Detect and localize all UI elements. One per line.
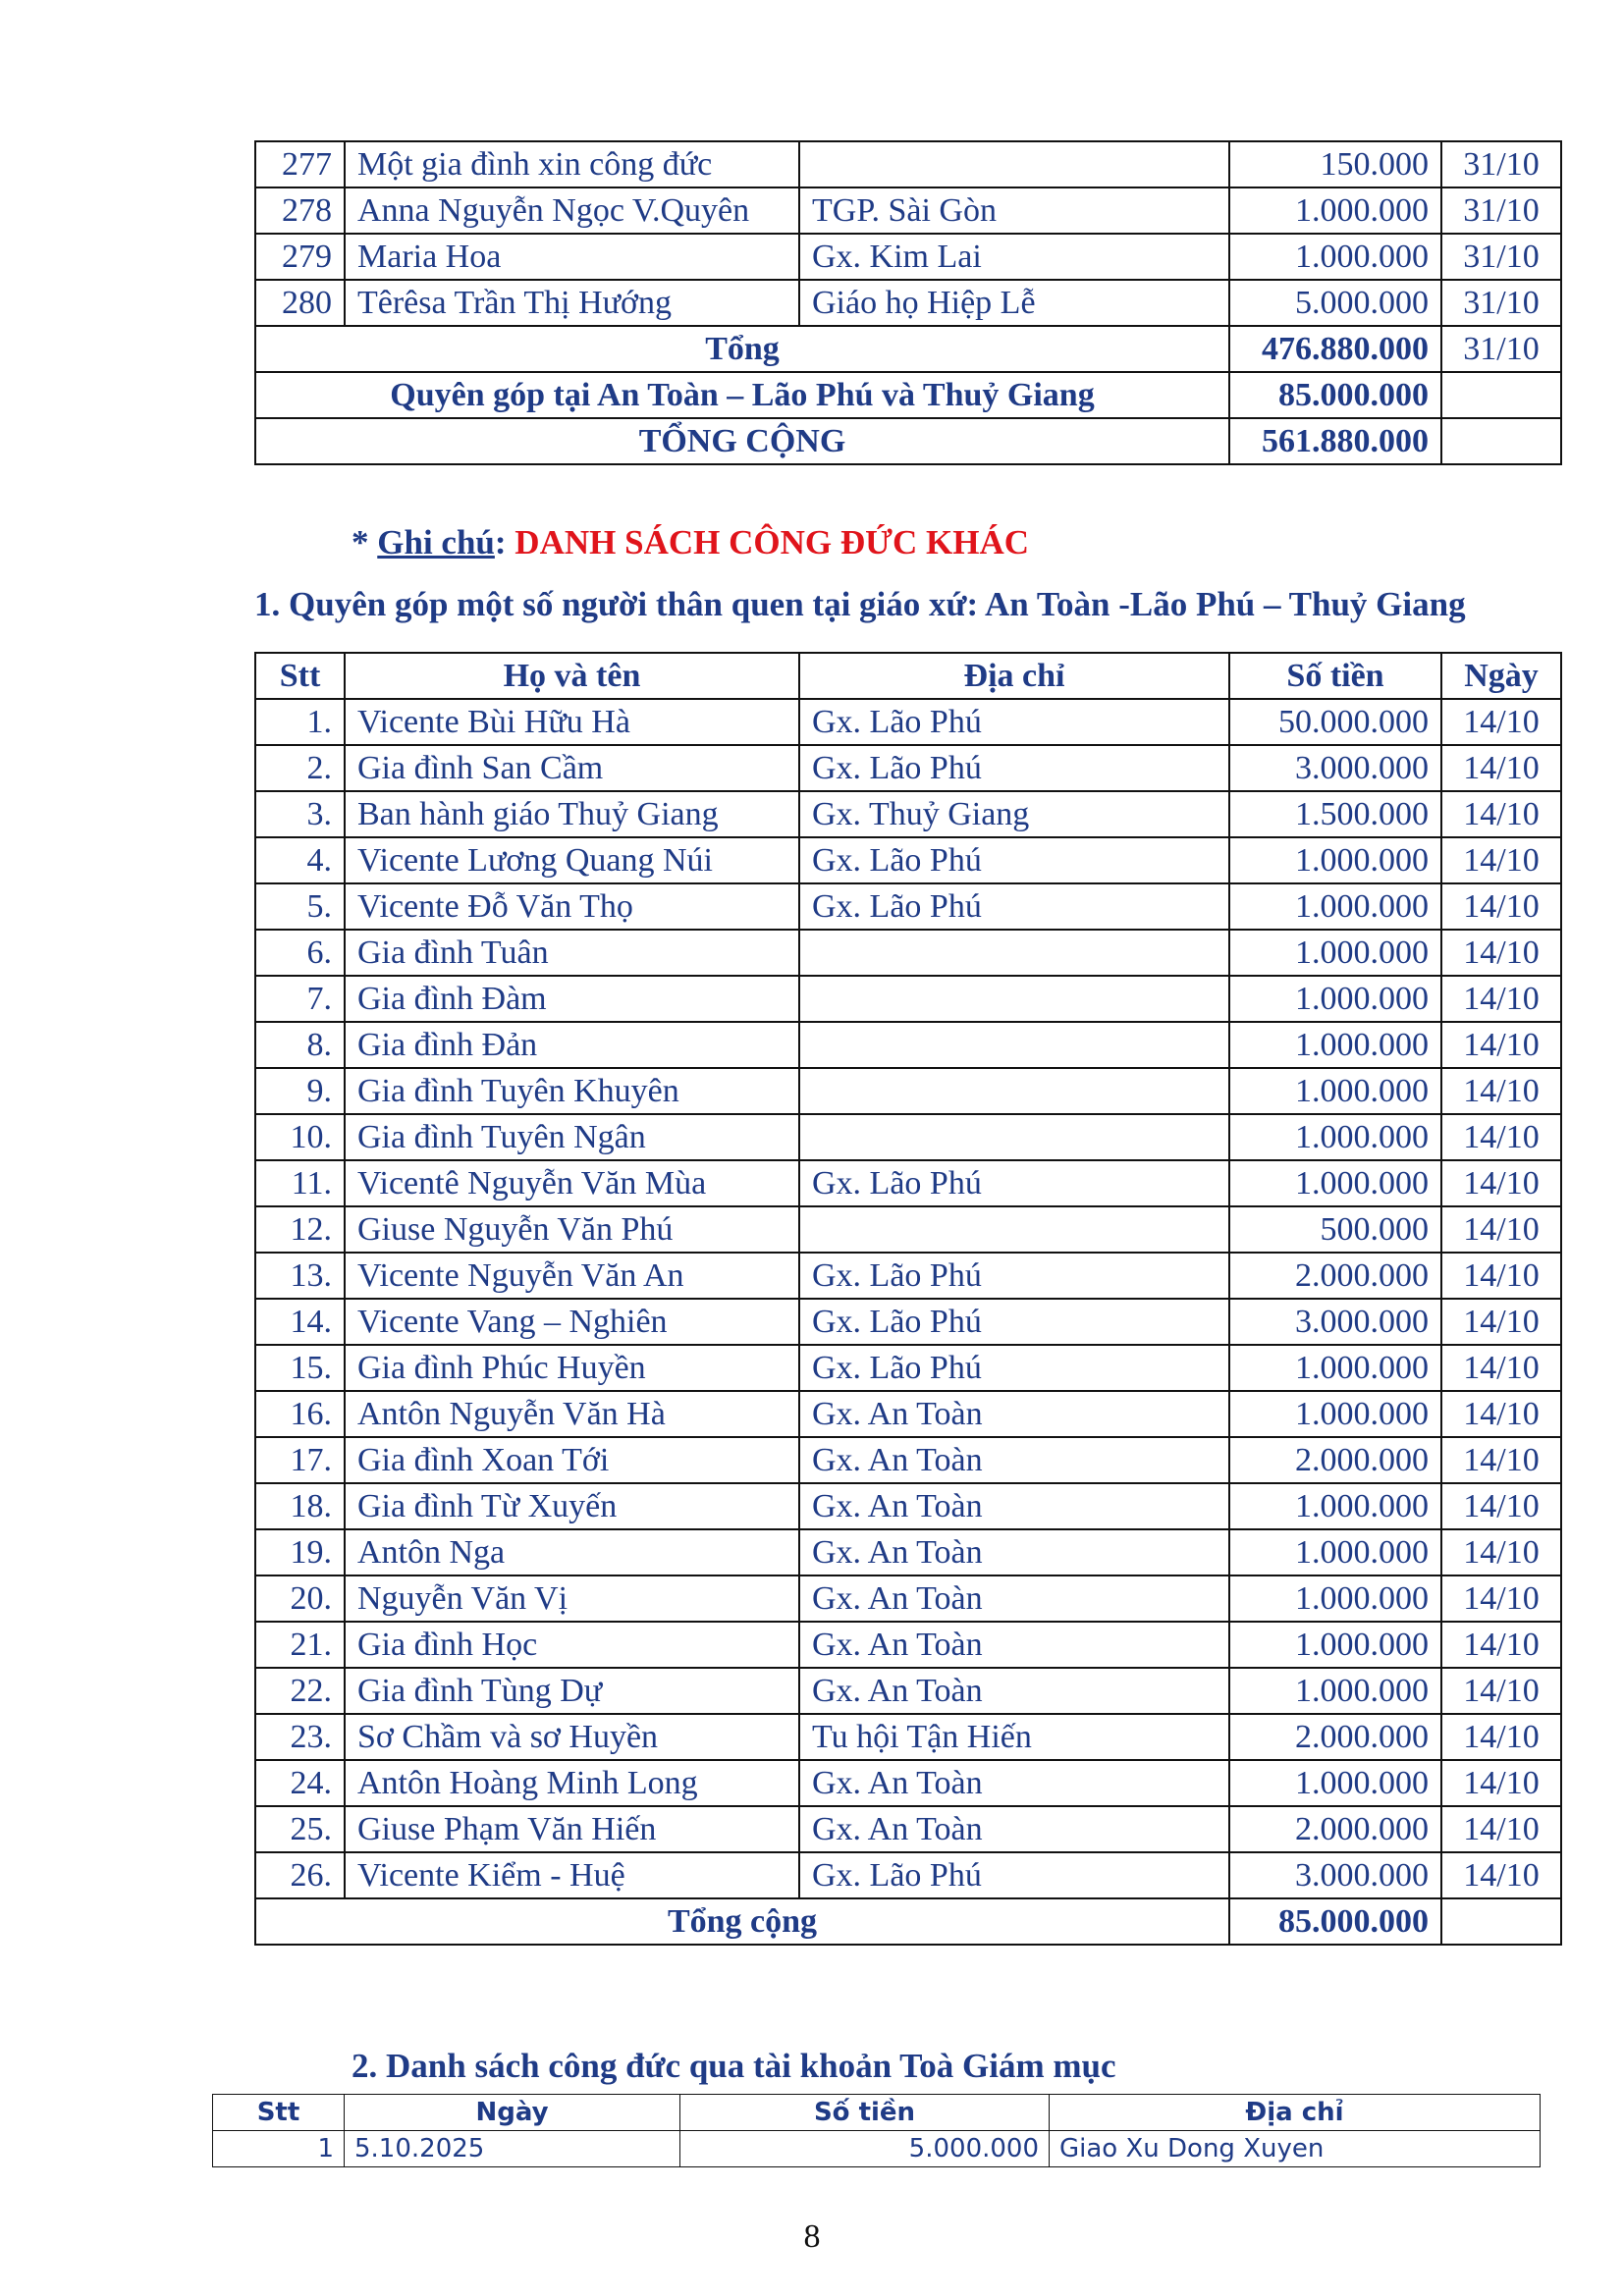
row-date: 31/10 bbox=[1441, 187, 1561, 234]
row-name: Ban hành giáo Thuỷ Giang bbox=[345, 791, 799, 837]
row-address bbox=[799, 1114, 1229, 1160]
row-amount: 2.000.000 bbox=[1229, 1437, 1441, 1483]
row-date: 14/10 bbox=[1441, 1391, 1561, 1437]
row-date: 14/10 bbox=[1441, 699, 1561, 745]
row-address: Gx. An Toàn bbox=[799, 1437, 1229, 1483]
row-amount: 1.000.000 bbox=[1229, 234, 1441, 280]
grand-total-date-empty bbox=[1441, 418, 1561, 464]
table-row bbox=[255, 1529, 1561, 1575]
row-amount: 1.000.000 bbox=[1229, 1575, 1441, 1622]
donation-label: Quyên góp tại An Toàn – Lão Phú và Thuỷ Giang bbox=[255, 372, 1229, 418]
row-name: Gia đình San Cầm bbox=[345, 745, 799, 791]
row-date: 31/10 bbox=[1441, 141, 1561, 187]
row-date: 14/10 bbox=[1441, 1760, 1561, 1806]
section1-total-label: Tổng cộng bbox=[255, 1898, 1229, 1945]
row-amount: 3.000.000 bbox=[1229, 1299, 1441, 1345]
section1-total-row bbox=[255, 1898, 1561, 1945]
row-address: Gx. Lão Phú bbox=[799, 699, 1229, 745]
row-amount: 1.000.000 bbox=[1229, 1622, 1441, 1668]
row-amount: 1.000.000 bbox=[1229, 837, 1441, 883]
header-amount: Số tiền bbox=[680, 2095, 1050, 2131]
row-name: Giuse Phạm Văn Hiến bbox=[345, 1806, 799, 1852]
row-address: Gx. Lão Phú bbox=[799, 1299, 1229, 1345]
row-amount: 2.000.000 bbox=[1229, 1253, 1441, 1299]
total-label: Tổng bbox=[255, 326, 1229, 372]
row-stt: 14. bbox=[255, 1299, 345, 1345]
row-name: Têrêsa Trần Thị Hướng bbox=[345, 280, 799, 326]
row-address: Gx. Lão Phú bbox=[799, 1253, 1229, 1299]
row-name: Vicentê Nguyễn Văn Mùa bbox=[345, 1160, 799, 1206]
row-date: 14/10 bbox=[1441, 837, 1561, 883]
row-amount: 1.500.000 bbox=[1229, 791, 1441, 837]
row-date: 5.10.2025 bbox=[345, 2131, 680, 2167]
total-row bbox=[255, 326, 1561, 372]
row-stt: 15. bbox=[255, 1345, 345, 1391]
table-row bbox=[255, 930, 1561, 976]
row-stt: 9. bbox=[255, 1068, 345, 1114]
table-row bbox=[255, 1391, 1561, 1437]
row-date: 14/10 bbox=[1441, 1437, 1561, 1483]
row-date: 14/10 bbox=[1441, 976, 1561, 1022]
row-address: Giao Xu Dong Xuyen bbox=[1050, 2131, 1541, 2167]
row-amount: 1.000.000 bbox=[1229, 1391, 1441, 1437]
row-date: 14/10 bbox=[1441, 1852, 1561, 1898]
table-row bbox=[255, 1806, 1561, 1852]
table-row bbox=[255, 1345, 1561, 1391]
header-address: Địa chỉ bbox=[1050, 2095, 1541, 2131]
row-address: Gx. Lão Phú bbox=[799, 1160, 1229, 1206]
row-amount: 1.000.000 bbox=[1229, 1022, 1441, 1068]
header-stt: Stt bbox=[213, 2095, 345, 2131]
row-name: Vicente Lương Quang Núi bbox=[345, 837, 799, 883]
row-name: Vicente Kiểm - Huệ bbox=[345, 1852, 799, 1898]
row-stt: 280 bbox=[255, 280, 345, 326]
row-name: Gia đình Đàm bbox=[345, 976, 799, 1022]
row-stt: 6. bbox=[255, 930, 345, 976]
row-address: Gx. Thuỷ Giang bbox=[799, 791, 1229, 837]
row-address: Tu hội Tận Hiến bbox=[799, 1714, 1229, 1760]
row-address: Gx. An Toàn bbox=[799, 1391, 1229, 1437]
row-date: 14/10 bbox=[1441, 1299, 1561, 1345]
row-name: Gia đình Đản bbox=[345, 1022, 799, 1068]
row-amount: 1.000.000 bbox=[1229, 1160, 1441, 1206]
row-address: Gx. Lão Phú bbox=[799, 1345, 1229, 1391]
row-stt: 2. bbox=[255, 745, 345, 791]
row-address: TGP. Sài Gòn bbox=[799, 187, 1229, 234]
section1-header-row bbox=[255, 653, 1561, 699]
row-address: Gx. An Toàn bbox=[799, 1760, 1229, 1806]
table-row bbox=[255, 883, 1561, 930]
table-row bbox=[255, 837, 1561, 883]
section1-table bbox=[254, 652, 1562, 1946]
table-row bbox=[255, 1760, 1561, 1806]
section1-total-date-empty bbox=[1441, 1898, 1561, 1945]
row-amount: 1.000.000 bbox=[1229, 1114, 1441, 1160]
row-address: Giáo họ Hiệp Lễ bbox=[799, 280, 1229, 326]
section1-total-amount: 85.000.000 bbox=[1229, 1898, 1441, 1945]
row-stt: 4. bbox=[255, 837, 345, 883]
row-stt: 1 bbox=[213, 2131, 345, 2167]
row-name: Gia đình Xoan Tới bbox=[345, 1437, 799, 1483]
row-stt: 11. bbox=[255, 1160, 345, 1206]
section2-title: 2. Danh sách công đức qua tài khoản Toà Giám mục bbox=[352, 2047, 1116, 2085]
donation-table-continued-body bbox=[255, 141, 1561, 326]
row-date: 14/10 bbox=[1441, 1345, 1561, 1391]
row-stt: 18. bbox=[255, 1483, 345, 1529]
row-address bbox=[799, 1068, 1229, 1114]
table-row bbox=[255, 234, 1561, 280]
row-name: Vicente Nguyễn Văn An bbox=[345, 1253, 799, 1299]
row-amount: 2.000.000 bbox=[1229, 1714, 1441, 1760]
row-date: 14/10 bbox=[1441, 883, 1561, 930]
row-address: Gx. An Toàn bbox=[799, 1622, 1229, 1668]
row-name: Gia đình Tuân bbox=[345, 930, 799, 976]
table-row bbox=[255, 699, 1561, 745]
row-amount: 1.000.000 bbox=[1229, 187, 1441, 234]
row-address: Gx. An Toàn bbox=[799, 1806, 1229, 1852]
row-amount: 500.000 bbox=[1229, 1206, 1441, 1253]
row-amount: 5.000.000 bbox=[1229, 280, 1441, 326]
row-date: 14/10 bbox=[1441, 1714, 1561, 1760]
row-date: 14/10 bbox=[1441, 1114, 1561, 1160]
row-stt: 22. bbox=[255, 1668, 345, 1714]
row-address: Gx. Lão Phú bbox=[799, 883, 1229, 930]
table-row bbox=[255, 791, 1561, 837]
row-address bbox=[799, 141, 1229, 187]
row-stt: 3. bbox=[255, 791, 345, 837]
header-address: Địa chỉ bbox=[799, 653, 1229, 699]
table-row bbox=[255, 187, 1561, 234]
row-stt: 7. bbox=[255, 976, 345, 1022]
row-date: 31/10 bbox=[1441, 280, 1561, 326]
row-stt: 279 bbox=[255, 234, 345, 280]
row-amount: 1.000.000 bbox=[1229, 883, 1441, 930]
table-row bbox=[255, 1022, 1561, 1068]
table-row bbox=[255, 1622, 1561, 1668]
grand-total-label: TỔNG CỘNG bbox=[255, 418, 1229, 464]
row-date: 14/10 bbox=[1441, 1206, 1561, 1253]
table-row bbox=[255, 745, 1561, 791]
row-amount: 1.000.000 bbox=[1229, 1760, 1441, 1806]
row-amount: 1.000.000 bbox=[1229, 1345, 1441, 1391]
header-amount: Số tiền bbox=[1229, 653, 1441, 699]
row-amount: 150.000 bbox=[1229, 141, 1441, 187]
note-title: DANH SÁCH CÔNG ĐỨC KHÁC bbox=[514, 523, 1029, 561]
row-name: Antôn Nguyễn Văn Hà bbox=[345, 1391, 799, 1437]
row-stt: 24. bbox=[255, 1760, 345, 1806]
row-amount: 1.000.000 bbox=[1229, 1529, 1441, 1575]
grand-total-amount: 561.880.000 bbox=[1229, 418, 1441, 464]
section1-table-body bbox=[255, 699, 1561, 1898]
row-date: 14/10 bbox=[1441, 1529, 1561, 1575]
row-date: 14/10 bbox=[1441, 1068, 1561, 1114]
row-stt: 10. bbox=[255, 1114, 345, 1160]
row-address bbox=[799, 1022, 1229, 1068]
row-amount: 50.000.000 bbox=[1229, 699, 1441, 745]
table-row bbox=[255, 1575, 1561, 1622]
row-amount: 1.000.000 bbox=[1229, 976, 1441, 1022]
donation-table-totals bbox=[255, 326, 1561, 464]
note-label: Ghi chú bbox=[377, 523, 495, 561]
row-stt: 25. bbox=[255, 1806, 345, 1852]
row-address: Gx. Lão Phú bbox=[799, 837, 1229, 883]
row-address bbox=[799, 930, 1229, 976]
row-amount: 5.000.000 bbox=[680, 2131, 1050, 2167]
table-row bbox=[255, 141, 1561, 187]
donation-date-empty bbox=[1441, 372, 1561, 418]
donation-row bbox=[255, 372, 1561, 418]
row-amount: 1.000.000 bbox=[1229, 930, 1441, 976]
note-prefix: * bbox=[352, 523, 378, 561]
row-amount: 1.000.000 bbox=[1229, 1668, 1441, 1714]
grand-total-row bbox=[255, 418, 1561, 464]
header-date: Ngày bbox=[1441, 653, 1561, 699]
row-name: Vicente Vang – Nghiên bbox=[345, 1299, 799, 1345]
row-stt: 21. bbox=[255, 1622, 345, 1668]
total-date: 31/10 bbox=[1441, 326, 1561, 372]
donation-table-continued bbox=[254, 140, 1562, 465]
row-name: Anna Nguyễn Ngọc V.Quyên bbox=[345, 187, 799, 234]
page-number: 8 bbox=[803, 2218, 821, 2255]
row-stt: 20. bbox=[255, 1575, 345, 1622]
row-name: Vicente Đỗ Văn Thọ bbox=[345, 883, 799, 930]
row-date: 14/10 bbox=[1441, 1806, 1561, 1852]
row-name: Gia đình Phúc Huyền bbox=[345, 1345, 799, 1391]
table-row bbox=[255, 1483, 1561, 1529]
row-address: Gx. An Toàn bbox=[799, 1575, 1229, 1622]
note-colon: : bbox=[494, 523, 515, 561]
table-row bbox=[255, 976, 1561, 1022]
header-name: Họ và tên bbox=[345, 653, 799, 699]
row-name: Nguyễn Văn Vị bbox=[345, 1575, 799, 1622]
row-date: 14/10 bbox=[1441, 791, 1561, 837]
row-stt: 13. bbox=[255, 1253, 345, 1299]
row-amount: 3.000.000 bbox=[1229, 1852, 1441, 1898]
row-date: 14/10 bbox=[1441, 1022, 1561, 1068]
note-heading bbox=[352, 523, 1029, 562]
row-address: Gx. Kim Lai bbox=[799, 234, 1229, 280]
row-name: Gia đình Từ Xuyến bbox=[345, 1483, 799, 1529]
row-name: Antôn Nga bbox=[345, 1529, 799, 1575]
row-date: 31/10 bbox=[1441, 234, 1561, 280]
section2-table-body bbox=[213, 2131, 1541, 2167]
row-stt: 23. bbox=[255, 1714, 345, 1760]
row-name: Một gia đình xin công đức bbox=[345, 141, 799, 187]
table-row bbox=[255, 1253, 1561, 1299]
row-address bbox=[799, 976, 1229, 1022]
section2-header-row bbox=[213, 2095, 1541, 2131]
donation-amount: 85.000.000 bbox=[1229, 372, 1441, 418]
row-stt: 277 bbox=[255, 141, 345, 187]
row-date: 14/10 bbox=[1441, 1483, 1561, 1529]
row-stt: 16. bbox=[255, 1391, 345, 1437]
row-address bbox=[799, 1206, 1229, 1253]
row-date: 14/10 bbox=[1441, 1668, 1561, 1714]
table-row bbox=[213, 2131, 1541, 2167]
row-date: 14/10 bbox=[1441, 1622, 1561, 1668]
row-name: Vicente Bùi Hữu Hà bbox=[345, 699, 799, 745]
row-address: Gx. An Toàn bbox=[799, 1483, 1229, 1529]
row-name: Gia đình Tuyên Khuyên bbox=[345, 1068, 799, 1114]
row-stt: 8. bbox=[255, 1022, 345, 1068]
row-address: Gx. Lão Phú bbox=[799, 1852, 1229, 1898]
row-address: Gx. An Toàn bbox=[799, 1668, 1229, 1714]
row-address: Gx. An Toàn bbox=[799, 1529, 1229, 1575]
row-name: Antôn Hoàng Minh Long bbox=[345, 1760, 799, 1806]
row-stt: 26. bbox=[255, 1852, 345, 1898]
row-amount: 1.000.000 bbox=[1229, 1483, 1441, 1529]
row-stt: 278 bbox=[255, 187, 345, 234]
header-stt: Stt bbox=[255, 653, 345, 699]
row-date: 14/10 bbox=[1441, 930, 1561, 976]
row-address: Gx. Lão Phú bbox=[799, 745, 1229, 791]
section2-table bbox=[212, 2094, 1541, 2167]
row-name: Sơ Chầm và sơ Huyền bbox=[345, 1714, 799, 1760]
table-row bbox=[255, 1714, 1561, 1760]
row-date: 14/10 bbox=[1441, 1253, 1561, 1299]
row-stt: 19. bbox=[255, 1529, 345, 1575]
row-stt: 17. bbox=[255, 1437, 345, 1483]
table-row bbox=[255, 280, 1561, 326]
row-name: Giuse Nguyễn Văn Phú bbox=[345, 1206, 799, 1253]
row-amount: 3.000.000 bbox=[1229, 745, 1441, 791]
section1-title: 1. Quyên góp một số người thân quen tại giáo xứ: An Toàn -Lão Phú – Thuỷ Giang bbox=[254, 585, 1466, 623]
table-row bbox=[255, 1852, 1561, 1898]
row-date: 14/10 bbox=[1441, 1575, 1561, 1622]
row-name: Gia đình Tuyên Ngân bbox=[345, 1114, 799, 1160]
row-date: 14/10 bbox=[1441, 1160, 1561, 1206]
table-row bbox=[255, 1299, 1561, 1345]
table-row bbox=[255, 1114, 1561, 1160]
row-amount: 1.000.000 bbox=[1229, 1068, 1441, 1114]
row-name: Gia đình Học bbox=[345, 1622, 799, 1668]
row-stt: 5. bbox=[255, 883, 345, 930]
row-stt: 1. bbox=[255, 699, 345, 745]
table-row bbox=[255, 1160, 1561, 1206]
table-row bbox=[255, 1668, 1561, 1714]
header-date: Ngày bbox=[345, 2095, 680, 2131]
row-amount: 2.000.000 bbox=[1229, 1806, 1441, 1852]
row-date: 14/10 bbox=[1441, 745, 1561, 791]
row-stt: 12. bbox=[255, 1206, 345, 1253]
row-name: Gia đình Tùng Dự bbox=[345, 1668, 799, 1714]
total-amount: 476.880.000 bbox=[1229, 326, 1441, 372]
table-row bbox=[255, 1206, 1561, 1253]
table-row bbox=[255, 1068, 1561, 1114]
row-name: Maria Hoa bbox=[345, 234, 799, 280]
table-row bbox=[255, 1437, 1561, 1483]
